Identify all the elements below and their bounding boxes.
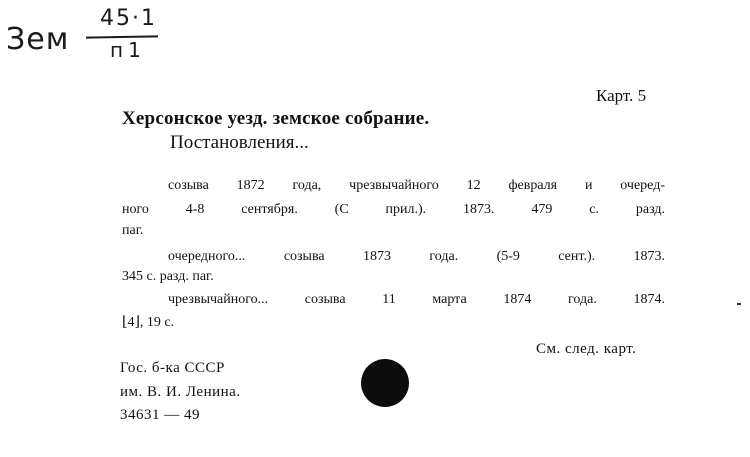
entry-2-line-2: 345 с. разд. паг.: [122, 269, 214, 284]
library-dedication: им. В. И. Ленина.: [120, 384, 241, 400]
entry-1-line-3: паг.: [122, 223, 144, 238]
handwritten-prefix: Зем: [6, 22, 70, 57]
entry-1-line-2: ного 4-8 сентября. (С прил.). 1873. 479 с. разд.: [122, 202, 665, 217]
card-number: Карт. 5: [596, 86, 647, 105]
edge-mark: [737, 303, 741, 305]
entry-3-line-1: чрезвычайного... созыва 11 марта 1874 года. 1874.: [168, 292, 665, 307]
library-name: Гос. б-ка СССР: [120, 360, 225, 376]
entry-2-line-1: очередного... созыва 1873 года. (5-9 сент.). 1873.: [168, 249, 665, 264]
record-title: Херсонское уезд. земское собрание.: [122, 108, 430, 129]
record-subtitle: Постановления...: [170, 132, 309, 153]
entry-3-line-2: ⌊4⌋, 19 с.: [122, 315, 175, 330]
handwritten-numerator: 45·1: [100, 6, 157, 31]
entry-1-line-1: созыва 1872 года, чрезвычайного 12 февраля и очеред-: [168, 178, 665, 193]
library-print-code: 34631 — 49: [120, 407, 200, 423]
see-next-card-note: См. след. карт.: [536, 341, 637, 357]
handwritten-denominator: п1: [110, 38, 146, 62]
card-punch-hole: [361, 359, 409, 407]
